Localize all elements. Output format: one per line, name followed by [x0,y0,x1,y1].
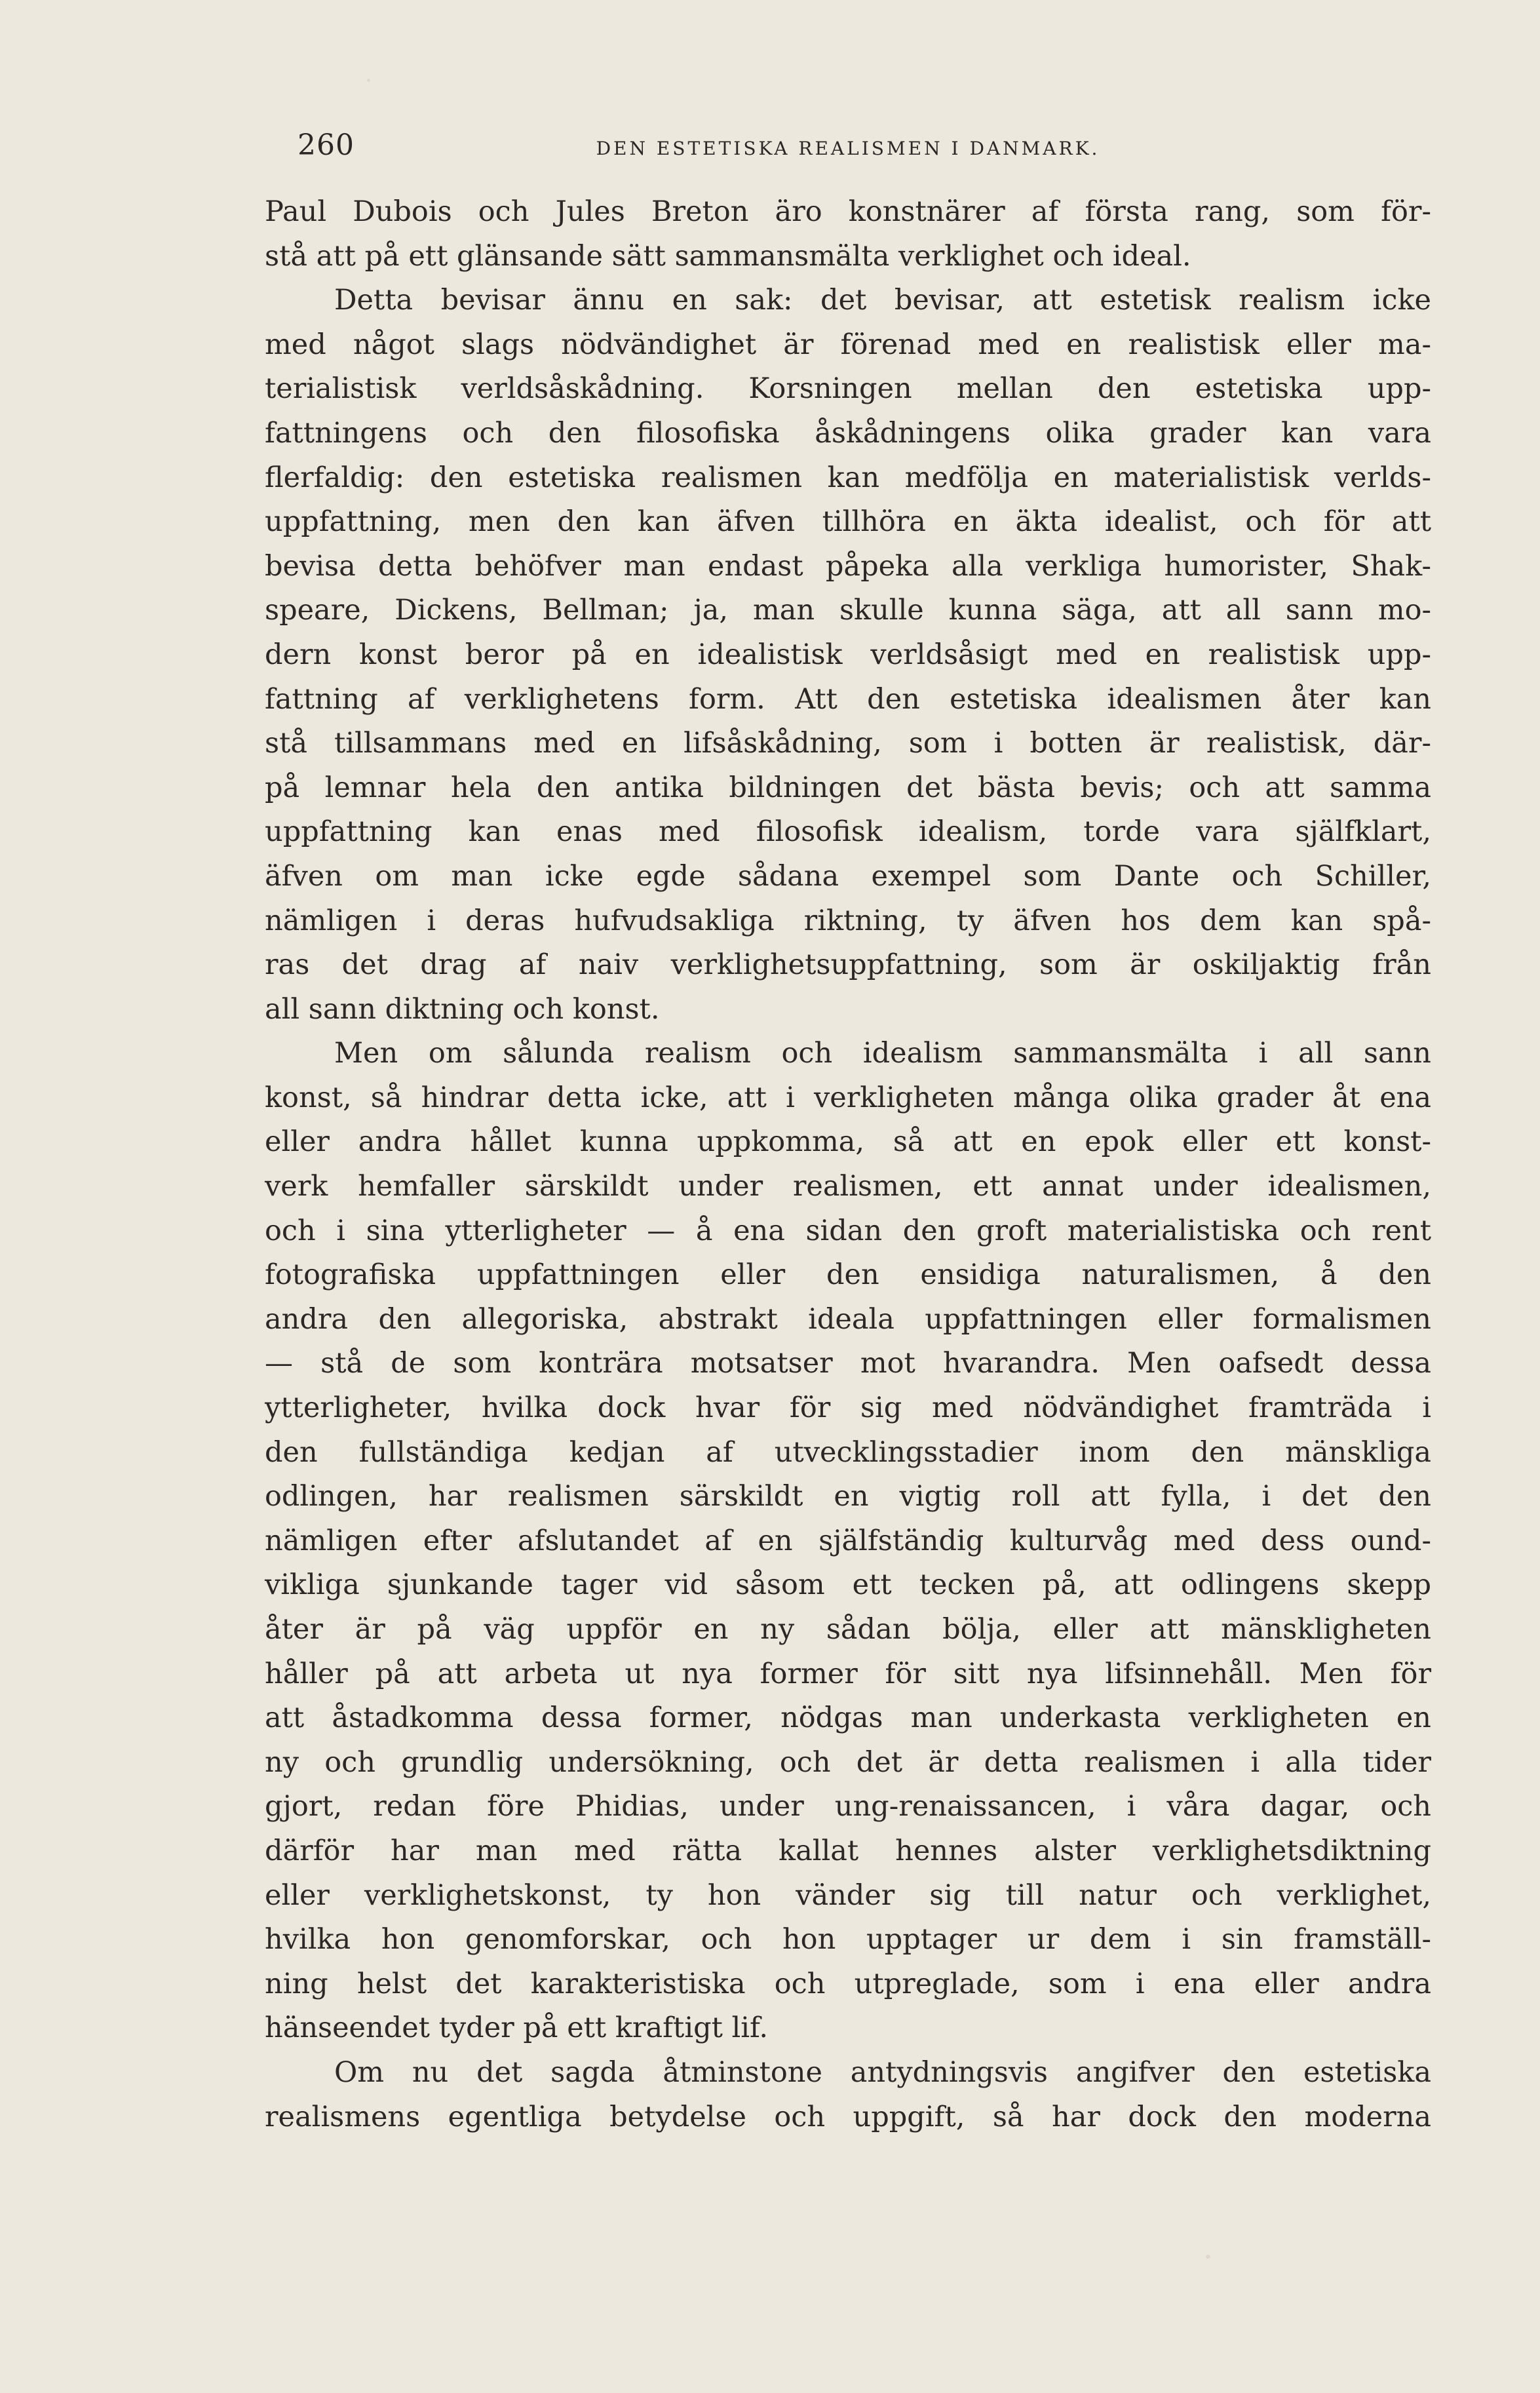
page-number: 260 [298,128,355,162]
text-line: konst, så hindrar detta icke, att i verkligheten många olika grader åt ena [265,1081,1431,1114]
text-line: terialistisk verldsåskådning. Korsningen mellan den estetiska upp- [265,372,1431,406]
text-line: ning helst det karakteristiska och utpreglade, som i ena eller andra [265,1967,1431,2000]
text-line: äfven om man icke egde sådana exempel som Dante och Schiller, [265,859,1431,893]
text-line: nämligen i deras hufvudsakliga riktning, ty äfven hos dem kan spå- [265,904,1431,937]
text-line: den fullständiga kedjan af utvecklingsstadier inom den mänskliga [265,1435,1431,1469]
text-line: att åstadkomma dessa former, nödgas man underkasta verkligheten en [265,1702,1431,1735]
text-line: verk hemfaller särskildt under realismen, ett annat under idealismen, [265,1170,1431,1203]
text-line: — stå de som konträra motsatser mot hvarandra. Men oafsedt dessa [265,1347,1431,1380]
text-line: vikliga sjunkande tager vid såsom ett tecken på, att odlingens skepp [265,1568,1431,1602]
text-line: Detta bevisar ännu en sak: det bevisar, att estetisk realism icke [334,284,1431,317]
text-line: andra den allegoriska, abstrakt ideala uppfattningen eller formalismen [265,1302,1431,1336]
text-line: fattning af verklighetens form. Att den estetiska idealismen åter kan [265,682,1431,716]
running-head: DEN ESTETISKA REALISMEN I DANMARK. [596,138,1100,159]
text-line: ytterligheter, hvilka dock hvar för sig med nödvändighet framträda i [265,1391,1431,1425]
page-header [265,128,1431,174]
text-line: uppfattning, men den kan äfven tillhöra en äkta idealist, och för att [265,505,1431,539]
text-line: odlingen, har realismen särskildt en vigtig roll att fylla, i det den [265,1480,1431,1513]
text-line: hvilka hon genomforskar, och hon upptager ur dem i sin framställ- [265,1923,1431,1956]
text-line: all sann diktning och konst. [265,992,660,1026]
text-line: stå att på ett glänsande sätt sammansmälta verklighet och ideal. [265,239,1191,273]
text-line: fattningens och den filosofiska åskådningens olika grader kan vara [265,416,1431,450]
text-line: eller verklighetskonst, ty hon vänder sig till natur och verklighet, [265,1878,1431,1912]
text-line: ras det drag af naiv verklighetsuppfattning, som är oskiljaktig från [265,948,1431,982]
text-line: uppfattning kan enas med filosofisk idealism, torde vara själfklart, [265,815,1431,849]
text-line: speare, Dickens, Bellman; ja, man skulle kunna säga, att all sann mo- [265,594,1431,627]
text-line: och i sina ytterligheter — å ena sidan den groft materialistiska och rent [265,1214,1431,1247]
text-line: Men om sålunda realism och idealism sammansmälta i all sann [334,1037,1431,1070]
body-text [265,190,1431,2139]
text-line: ny och grundlig undersökning, och det är detta realismen i alla tider [265,1745,1431,1779]
text-line: bevisa detta behöfver man endast påpeka alla verkliga humorister, Shak- [265,549,1431,583]
text-line: nämligen efter afslutandet af en själfständig kulturvåg med dess ound- [265,1524,1431,1557]
paper-spot [367,79,370,82]
text-line: dern konst beror på en idealistisk verldsåsigt med en realistisk upp- [265,638,1431,671]
text-line: Om nu det sagda åtminstone antydningsvis angifver den estetiska [334,2055,1431,2089]
text-line: fotografiska uppfattningen eller den ensidiga naturalismen, å den [265,1258,1431,1292]
text-line: med något slags nödvändighet är förenad med en realistisk eller ma- [265,328,1431,361]
text-line: på lemnar hela den antika bildningen det bästa bevis; och att samma [265,771,1431,804]
text-line: realismens egentliga betydelse och uppgift, så har dock den moderna [265,2100,1431,2133]
paper-spot [1206,2255,1210,2259]
text-line: flerfaldig: den estetiska realismen kan medfölja en materialistisk verlds- [265,461,1431,494]
text-line: stå tillsammans med en lifsåskådning, som i botten är realistisk, där- [265,727,1431,760]
text-line: åter är på väg uppför en ny sådan bölja, eller att mänskligheten [265,1613,1431,1646]
text-line: håller på att arbeta ut nya former för sitt nya lifsinnehåll. Men för [265,1657,1431,1690]
text-line: Paul Dubois och Jules Breton äro konstnärer af första rang, som för- [265,195,1431,228]
text-line: hänseendet tyder på ett kraftigt lif. [265,2012,769,2045]
text-line: gjort, redan före Phidias, under ung-renaissancen, i våra dagar, och [265,1790,1431,1823]
text-line: därför har man med rätta kallat hennes alster verklighetsdiktning [265,1834,1431,1867]
text-line: eller andra hållet kunna uppkomma, så att en epok eller ett konst- [265,1125,1431,1159]
